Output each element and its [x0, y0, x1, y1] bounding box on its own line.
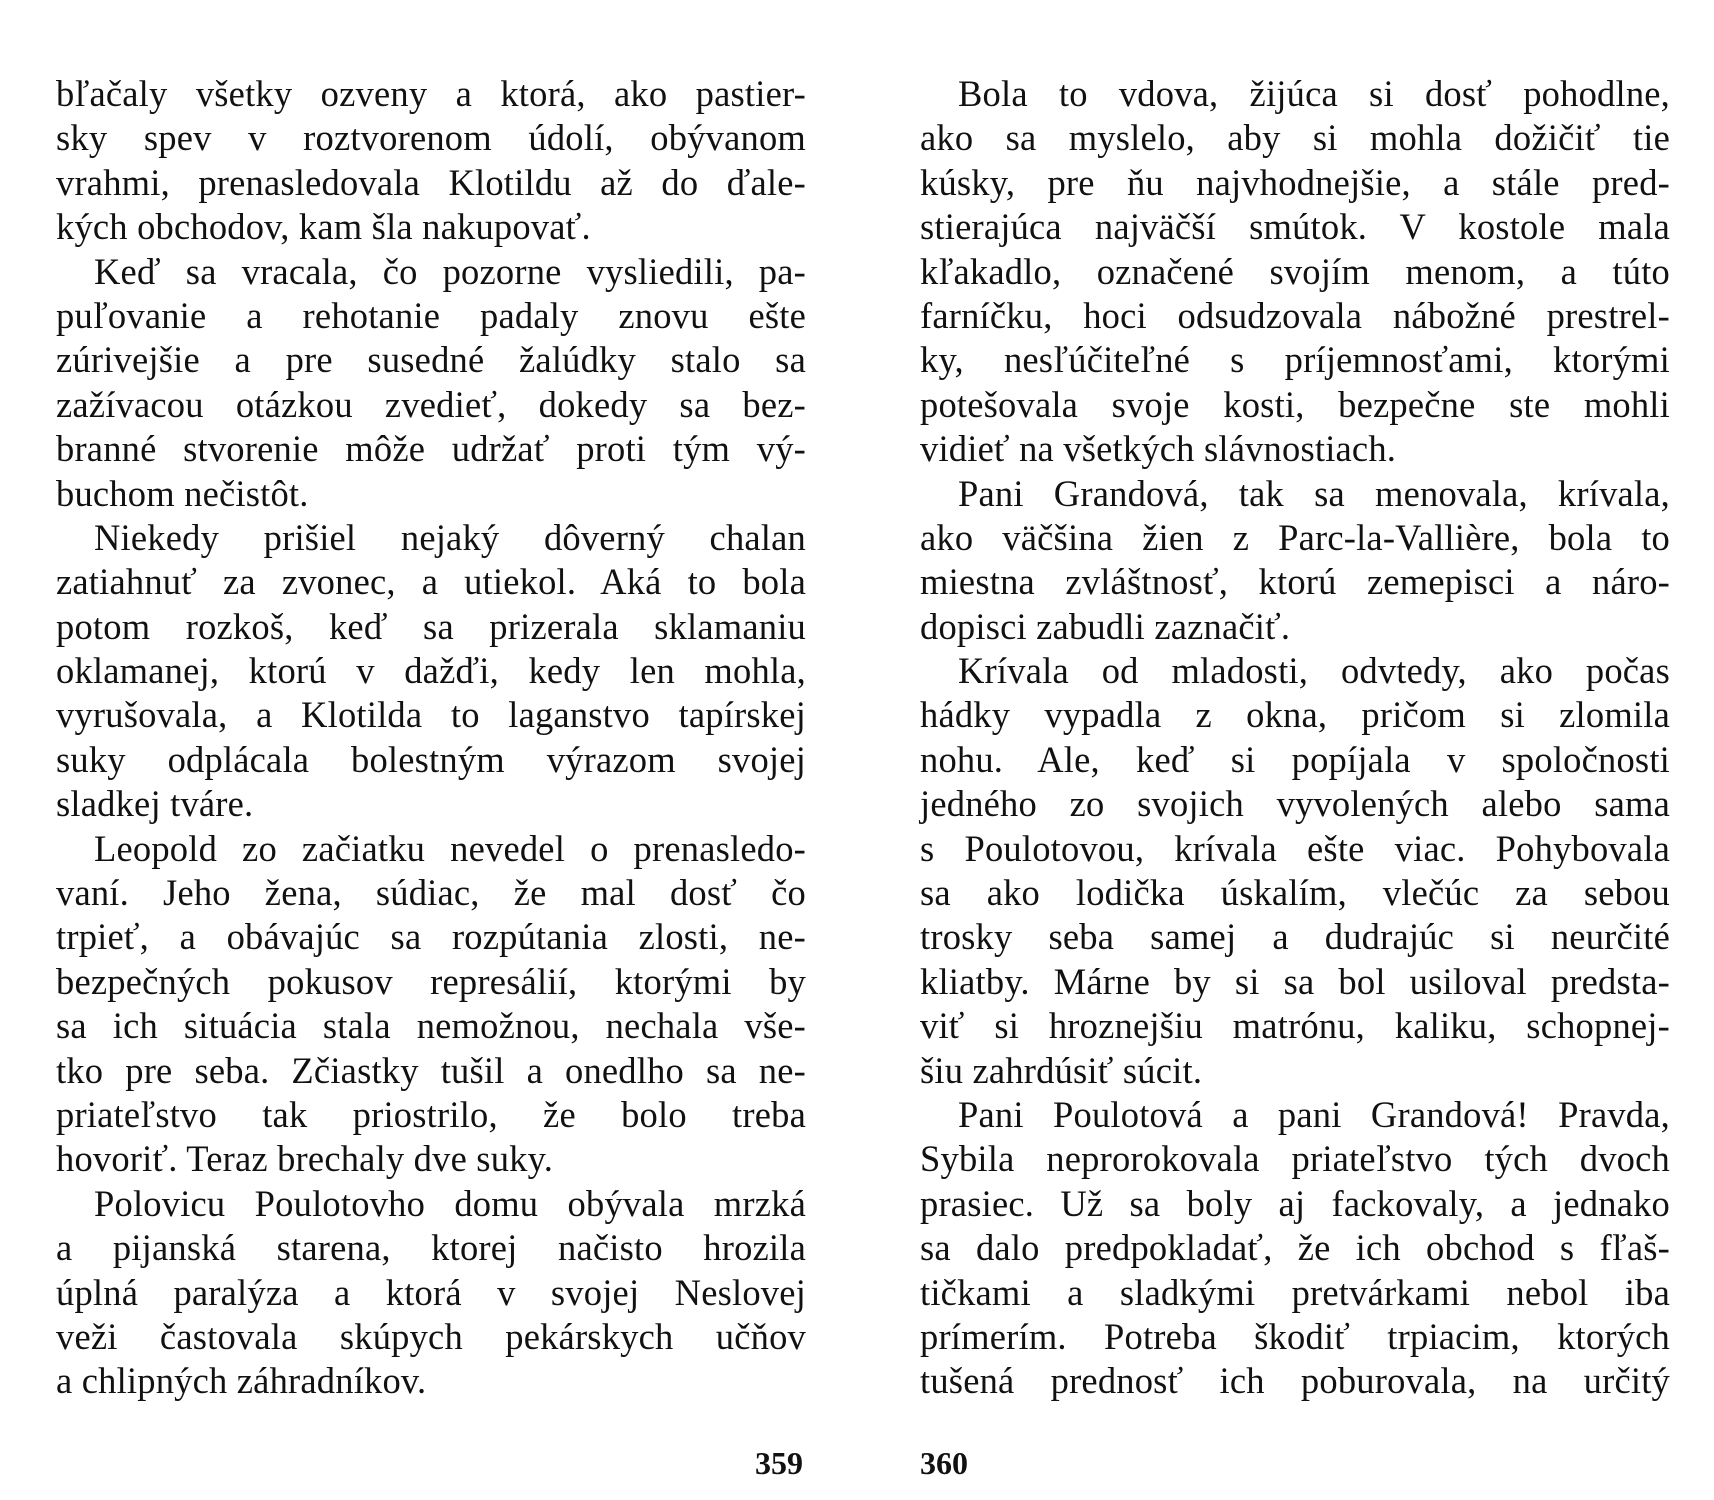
text-line: šiu zahrdúsiť súcit.: [920, 1049, 1203, 1091]
text-line: jedného zo svojich vyvolených alebo sama: [920, 783, 1670, 825]
text-line: sky spev v roztvorenom údolí, obývanom: [56, 117, 806, 159]
text-line: suky odplácala bolestným výrazom svojej: [56, 738, 806, 780]
text-line: kliatby. Márne by si sa bol usiloval predsta-: [920, 960, 1670, 1002]
text-line: bezpečných pokusov represálií, ktorými by: [56, 960, 806, 1002]
text-line: sa ich situácia stala nemožnou, nechala vše-: [56, 1005, 806, 1047]
text-line: sa dalo predpokladať, že ich obchod s fľaš-: [920, 1227, 1670, 1269]
text-line: sa ako lodička úskalím, vlečúc za sebou: [920, 872, 1670, 914]
text-line: a chlipných záhradníkov.: [56, 1360, 427, 1402]
text-line: kúsky, pre ňu najvhodnejšie, a stále pred-: [920, 161, 1670, 203]
text-line: bľačaly všetky ozveny a ktorá, ako pastier-: [56, 73, 806, 114]
text-line: viť si hroznejšiu matrónu, kaliku, schopnej-: [920, 1005, 1670, 1047]
text-line: ky, nesľúčiteľné s príjemnosťami, ktorými: [920, 339, 1670, 381]
page-number-left: 359: [755, 1445, 803, 1481]
text-line: vyrušovala, a Klotilda to laganstvo tapírskej: [56, 694, 806, 736]
text-line: potešovala svoje kosti, bezpečne ste mohli: [920, 383, 1670, 425]
text-line: zatiahnuť za zvonec, a utiekol. Aká to bola: [56, 561, 806, 603]
text-line: hovoriť. Teraz brechaly dve suky.: [56, 1138, 554, 1180]
text-line: zažívacou otázkou zvedieť, dokedy sa bez-: [56, 383, 806, 425]
text-line: miestna zvláštnosť, ktorú zemepisci a náro-: [920, 561, 1670, 603]
text-line: farníčku, hoci odsudzovala nábožné prestrel-: [920, 294, 1670, 336]
text-line: Polovicu Poulotovho domu obývala mrzká: [94, 1182, 806, 1224]
text-line: tušená prednosť ich poburovala, na určitý: [920, 1360, 1670, 1402]
page-number-right: 360: [920, 1445, 968, 1481]
text-line: s Poulotovou, krívala ešte viac. Pohybovala: [920, 827, 1670, 869]
text-line: vaní. Jeho žena, súdiac, že mal dosť čo: [56, 872, 806, 914]
text-line: sladkej tváre.: [56, 783, 254, 825]
text-line: kých obchodov, kam šla nakupovať.: [56, 206, 591, 248]
text-line: veži častovala skúpych pekárskych učňov: [56, 1315, 806, 1357]
left-page: [56, 72, 806, 1404]
text-line: prímerím. Potreba škodiť trpiacim, ktorých: [920, 1315, 1670, 1357]
text-line: Krívala od mladosti, odvtedy, ako počas: [958, 650, 1670, 692]
text-line: tko pre seba. Zčiastky tušil a onedlho sa ne-: [56, 1049, 806, 1091]
text-line: buchom nečistôt.: [56, 472, 309, 514]
text-line: priateľstvo tak priostrilo, že bolo treba: [56, 1093, 806, 1135]
text-line: potom rozkoš, keď sa prizerala sklamaniu: [56, 605, 806, 647]
text-line: stierajúca najväčší smútok. V kostole mala: [920, 206, 1670, 248]
text-line: ako väčšina žien z Parc-la-Vallière, bola to: [920, 516, 1670, 558]
text-line: vidieť na všetkých slávnostiach.: [920, 428, 1397, 470]
text-line: vrahmi, prenasledovala Klotildu až do ďale-: [56, 161, 806, 203]
text-line: branné stvorenie môže udržať proti tým vý-: [56, 428, 806, 470]
text-line: trpieť, a obávajúc sa rozpútania zlosti, ne-: [56, 916, 806, 958]
text-line: Pani Grandová, tak sa menovala, krívala,: [958, 472, 1670, 514]
text-line: Bola to vdova, žijúca si dosť pohodlne,: [958, 73, 1670, 114]
text-line: nohu. Ale, keď si popíjala v spoločnosti: [920, 738, 1670, 780]
text-line: oklamanej, ktorú v dažďi, kedy len mohla,: [56, 650, 806, 692]
text-line: kľakadlo, označené svojím menom, a túto: [920, 250, 1670, 292]
text-line: zúrivejšie a pre susedné žalúdky stalo sa: [56, 339, 806, 381]
text-line: tičkami a sladkými pretvárkami nebol iba: [920, 1271, 1670, 1313]
text-line: prasiec. Už sa boly aj fackovaly, a jednako: [920, 1182, 1670, 1224]
text-line: Leopold zo začiatku nevedel o prenasledo-: [94, 827, 806, 869]
text-line: hádky vypadla z okna, pričom si zlomila: [920, 694, 1670, 736]
text-line: úplná paralýza a ktorá v svojej Neslovej: [56, 1271, 806, 1313]
text-line: Niekedy prišiel nejaký dôverný chalan: [94, 516, 806, 558]
text-line: dopisci zabudli zaznačiť.: [920, 605, 1291, 647]
text-line: ako sa myslelo, aby si mohla dožičiť tie: [920, 117, 1670, 159]
right-page: [920, 72, 1670, 1404]
text-line: a pijanská starena, ktorej načisto hrozila: [56, 1227, 806, 1269]
text-line: Pani Poulotová a pani Grandová! Pravda,: [958, 1093, 1670, 1135]
text-line: trosky seba samej a dudrajúc si neurčité: [920, 916, 1670, 958]
text-line: puľovanie a rehotanie padaly znovu ešte: [56, 294, 806, 336]
text-line: Sybila neprorokovala priateľstvo tých dvoch: [920, 1138, 1670, 1180]
text-line: Keď sa vracala, čo pozorne vysliedili, pa-: [94, 250, 806, 292]
